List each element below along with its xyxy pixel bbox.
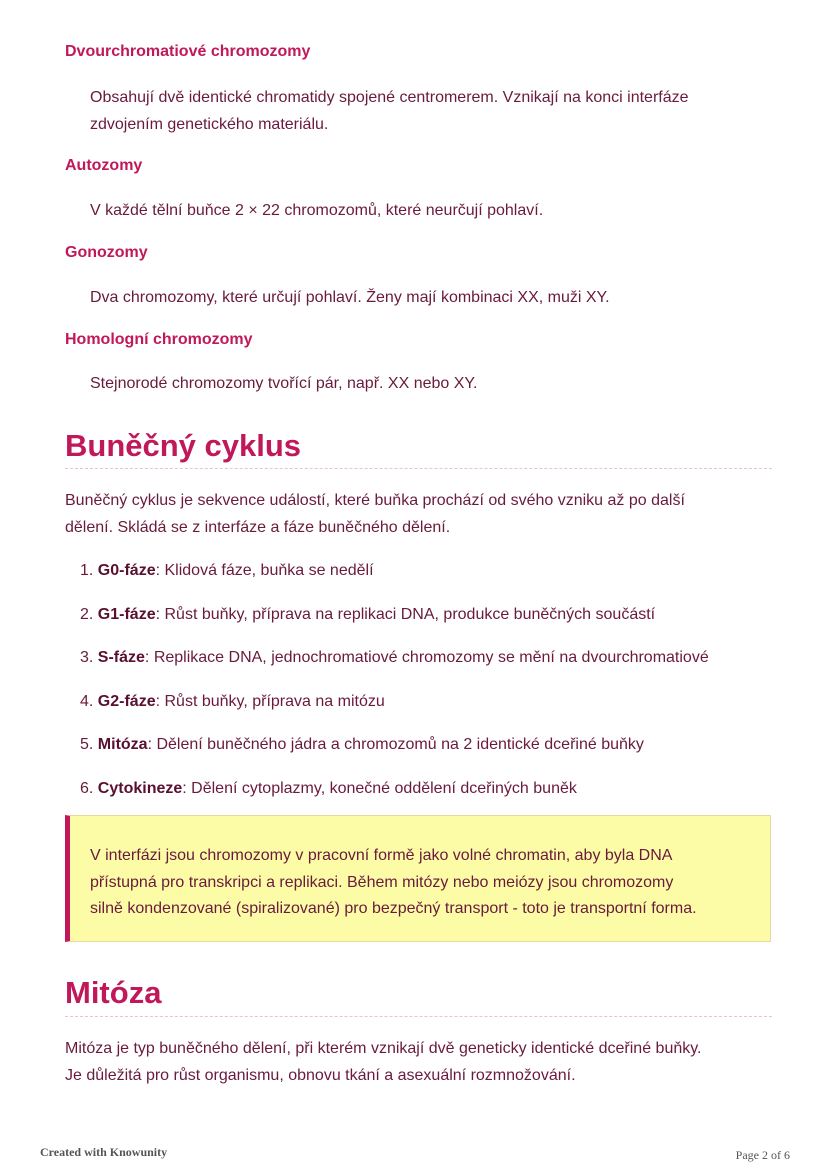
- list-item: [80, 736, 644, 754]
- term-heading: Dvourchromatiové chromozomy: [65, 43, 311, 60]
- item-term: Cytokineze: [97, 779, 183, 797]
- item-number: 3.: [80, 649, 94, 666]
- item-number: 2.: [80, 605, 94, 623]
- item-text: : Replikace DNA, jednochromatiové chromozomy se mění na dvourchromatiové: [144, 649, 709, 666]
- term-heading: Gonozomy: [65, 244, 148, 261]
- item-term: G1-fáze: [97, 605, 156, 623]
- intro-text: Buněčný cyklus je sekvence událostí, které buňka prochází od svého vzniku až po další: [65, 492, 685, 509]
- intro-text: Je důležitá pro růst organismu, obnovu tkání a asexuální rozmnožování.: [65, 1067, 576, 1084]
- intro-text: dělení. Skládá se z interfáze a fáze buněčného dělení.: [65, 519, 451, 536]
- note-text: silně kondenzované (spiralizované) pro bezpečný transport - toto je transportní forma.: [90, 900, 697, 917]
- item-term: G0-fáze: [97, 562, 156, 579]
- note-text: přístupná pro transkripci a replikaci. Během mitózy nebo meiózy jsou chromozomy: [90, 874, 674, 891]
- item-term: Mitóza: [97, 736, 148, 753]
- list-item: [80, 780, 577, 798]
- list-item: [80, 649, 709, 667]
- item-number: 5.: [80, 736, 94, 753]
- definition-text: V každé tělní buňce 2 × 22 chromozomů, které neurčují pohlaví.: [90, 202, 544, 219]
- item-text: : Dělení buněčného jádra a chromozomů na 2 identické dceřiné buňky: [147, 736, 644, 753]
- definition-text: zdvojením genetického materiálu.: [90, 116, 329, 133]
- item-text: : Růst buňky, příprava na mitózu: [155, 692, 385, 710]
- item-text: : Klidová fáze, buňka se nedělí: [155, 562, 374, 579]
- item-number: 4.: [80, 692, 94, 710]
- item-number: 6.: [80, 779, 94, 797]
- definition-text: Obsahují dvě identické chromatidy spojené centromerem. Vznikají na konci interfáze: [90, 89, 689, 106]
- list-item: [80, 606, 655, 624]
- item-text: : Růst buňky, příprava na replikaci DNA, produkce buněčných součástí: [155, 605, 656, 623]
- item-number: 1.: [80, 562, 94, 579]
- page-number: Page 2 of 6: [735, 1148, 790, 1162]
- section-divider: [65, 468, 772, 469]
- list-item: [80, 562, 374, 580]
- intro-text: Mitóza je typ buněčného dělení, při kterém vznikají dvě geneticky identické dceřiné buňky.: [65, 1040, 702, 1057]
- note-text: V interfázi jsou chromozomy v pracovní formě jako volné chromatin, aby byla DNA: [90, 847, 673, 864]
- term-heading: Homologní chromozomy: [65, 331, 253, 348]
- definition-text: Stejnorodé chromozomy tvořící pár, např. XX nebo XY.: [90, 375, 478, 392]
- item-text: : Dělení cytoplazmy, konečné oddělení dceřiných buněk: [182, 779, 577, 797]
- item-term: S-fáze: [97, 649, 145, 666]
- section-title-mitosis: Mitóza: [65, 975, 162, 1010]
- item-term: G2-fáze: [97, 692, 156, 710]
- section-divider: [65, 1016, 772, 1017]
- section-title-cell-cycle: Buněčný cyklus: [65, 428, 302, 463]
- term-heading: Autozomy: [65, 157, 143, 174]
- footer-credit: Created with Knowunity: [40, 1145, 168, 1159]
- list-item: [80, 693, 385, 711]
- definition-text: Dva chromozomy, které určují pohlaví. Ženy mají kombinaci XX, muži XY.: [90, 289, 610, 306]
